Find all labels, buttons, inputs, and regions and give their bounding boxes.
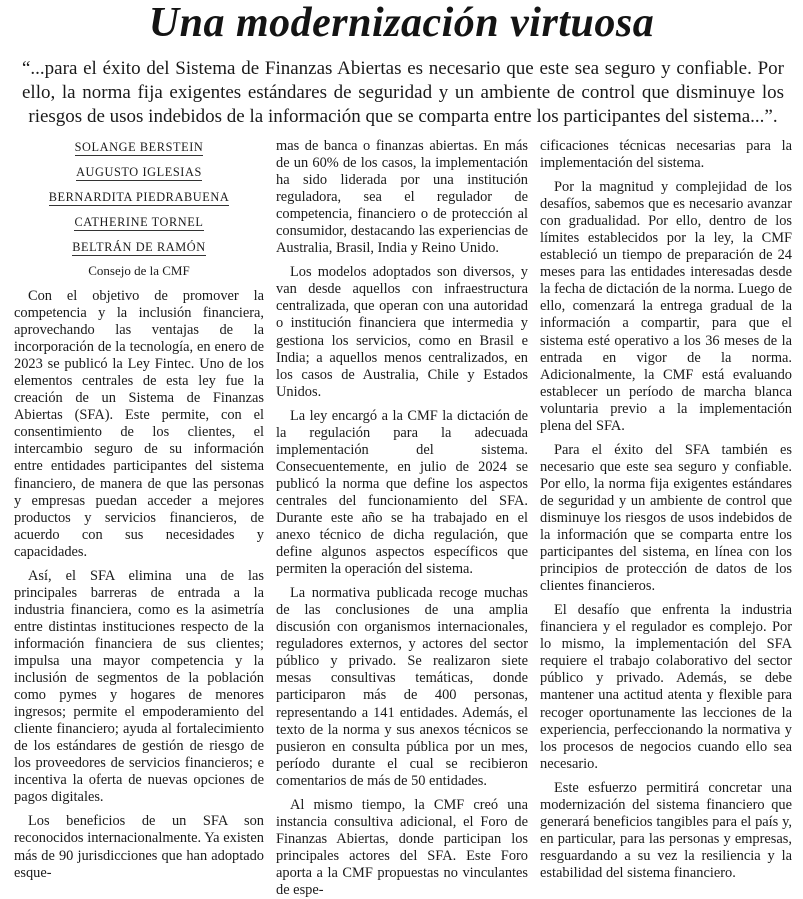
author-name: SOLANGE BERSTEIN xyxy=(74,140,204,154)
paragraph: mas de banca o finanzas abiertas. En más de un 60% de los casos, la implementación ha sido liderada por una institución reguladora, sea el regulador de competencia, financiero o de protección al consumidor, destacando las experiencias de Australia, Brasil, India y Reino Unido. xyxy=(276,138,528,257)
paragraph: La ley encargó a la CMF la dictación de la regulación para la adecuada implementación del sistema. Consecuentemente, en julio de 2024 se publicó la norma que define los aspectos centrales del funcionamiento del SFA. Durante este año se ha trabajado en el anexo técnico de dicha regulación, que define algunos aspectos específicos que permiten la operación del sistema. xyxy=(276,407,528,578)
paragraph: cificaciones técnicas necesarias para la implementación del sistema. xyxy=(540,138,792,172)
author-name: AUGUSTO IGLESIAS xyxy=(76,165,202,179)
paragraph: Con el objetivo de promover la competencia y la inclusión financiera, aprovechando las ventajas de la incorporación de la tecnología, en enero de 2023 se publicó la Ley Fintec. Uno de los elementos centrales de esta ley fue la creación de un Sistema de Finanzas Abiertas (SFA). Este permite, con el consentimiento de los clientes, el intercambio seguro de su información entre entidades participantes del sistema financiero, de manera de que las personas y empresas puedan acceder a mejores productos y servicios financieros, de acuerdo con sus necesidades y capacidades. xyxy=(14,288,264,560)
paragraph: Por la magnitud y complejidad de los desafíos, sabemos que es necesario avanzar con gradualidad. Por ello, dentro de los límites establecidos por la ley, la CMF estableció un tiempo de preparación de 24 meses para las entidades interesadas desde la fecha de dictación de la norma. Luego de ello, comenzará la entrega gradual de la información a compartir, para que el sistema esté operativo a los 36 meses de la entrada en vigor de la norma. Adicionalmente, la CMF está evaluando establecer un período de marcha blanca voluntaria previo a la implementación plena del SFA. xyxy=(540,179,792,434)
headline: Una modernización virtuosa xyxy=(148,0,655,46)
author-name: BERNARDITA PIEDRABUENA xyxy=(48,190,230,204)
paragraph: Los modelos adoptados son diversos, y van desde aquellos con infraestructura centralizada, que operan con una autoridad o institución financiera que intermedia y gestiona los servicios, como en Brasil e India; a aquellos menos centralizados, en los casos de Australia, Chile y Estados Unidos. xyxy=(276,264,528,400)
column-3 xyxy=(540,138,792,882)
author-name: BELTRÁN DE RAMÓN xyxy=(72,240,206,254)
column-1 xyxy=(14,140,264,882)
paragraph: La normativa publicada recoge muchas de las conclusiones de una amplia discusión con organismos internacionales, reguladores externos, y actores del sector público y privado. Se realizaron siete mesas consultivas temáticas, donde participaron más de 400 personas, representando a 141 entidades. Además, el texto de la norma y sus anexos técnicos se pusieron en consulta pública por un mes, período durante el cual se recibieron comentarios de más de 50 entidades. xyxy=(276,585,528,789)
pull-quote: “...para el éxito del Sistema de Finanzas Abiertas es necesario que este sea seguro y confiable. Por ello, la norma fija exigentes estándares de seguridad y un ambiente de control que disminuye los riesgos de usos indebidos de la información que se comparta entre los participantes del sistema...”. xyxy=(22,58,784,127)
author-affiliation: Consejo de la CMF xyxy=(88,263,190,278)
paragraph: Así, el SFA elimina una de las principales barreras de entrada a la industria financiera, como es la asimetría entre distintas instituciones respecto de la información financiera de sus clientes; impulsa una mayor competencia y la inclusión de segmentos de la población como pymes y hogares de menores ingresos; permite el empoderamiento del cliente financiero; ayuda al fortalecimiento de los estándares de gestión de riesgo de los proveedores de servicios financieros; e incentiva la oferta de nuevas opciones de pagos digitales. xyxy=(14,567,264,806)
paragraph: El desafío que enfrenta la industria financiera y el regulador es complejo. Por lo mismo, la implementación del SFA requiere el trabajo colaborativo del sector público y privado. Además, se debe mantener una actitud atenta y flexible para recoger oportunamente las lecciones de la experiencia, perfeccionando la normativa y los procesos de negocios cuando ello sea necesario. xyxy=(540,602,792,772)
paragraph: Para el éxito del SFA también es necesario que este sea seguro y confiable. Por ello, la norma fija exigentes estándares de seguridad y un ambiente de control que disminuye los riesgos de usos indebidos de la información que se comparta entre los participantes del sistema, en línea con los principios de protección de datos de los clientes financieros. xyxy=(540,441,792,595)
paragraph: Este esfuerzo permitirá concretar una modernización del sistema financiero que generará beneficios tangibles para el país y, en particular, para las personas y empresas, resguardando a su vez la resiliencia y la estabilidad del sistema financiero. xyxy=(540,779,792,881)
paragraph: Al mismo tiempo, la CMF creó una instancia consultiva adicional, el Foro de Finanzas Abiertas, donde participan los principales actores del SFA. Este Foro aporta a la CMF propuestas no vinculantes de espe- xyxy=(276,796,528,898)
paragraph: Los beneficios de un SFA son reconocidos internacionalmente. Ya existen más de 90 jurisdicciones que han adoptado esque- xyxy=(14,813,264,881)
byline xyxy=(14,140,264,279)
author-name: CATHERINE TORNEL xyxy=(74,215,204,229)
column-2 xyxy=(276,138,528,899)
